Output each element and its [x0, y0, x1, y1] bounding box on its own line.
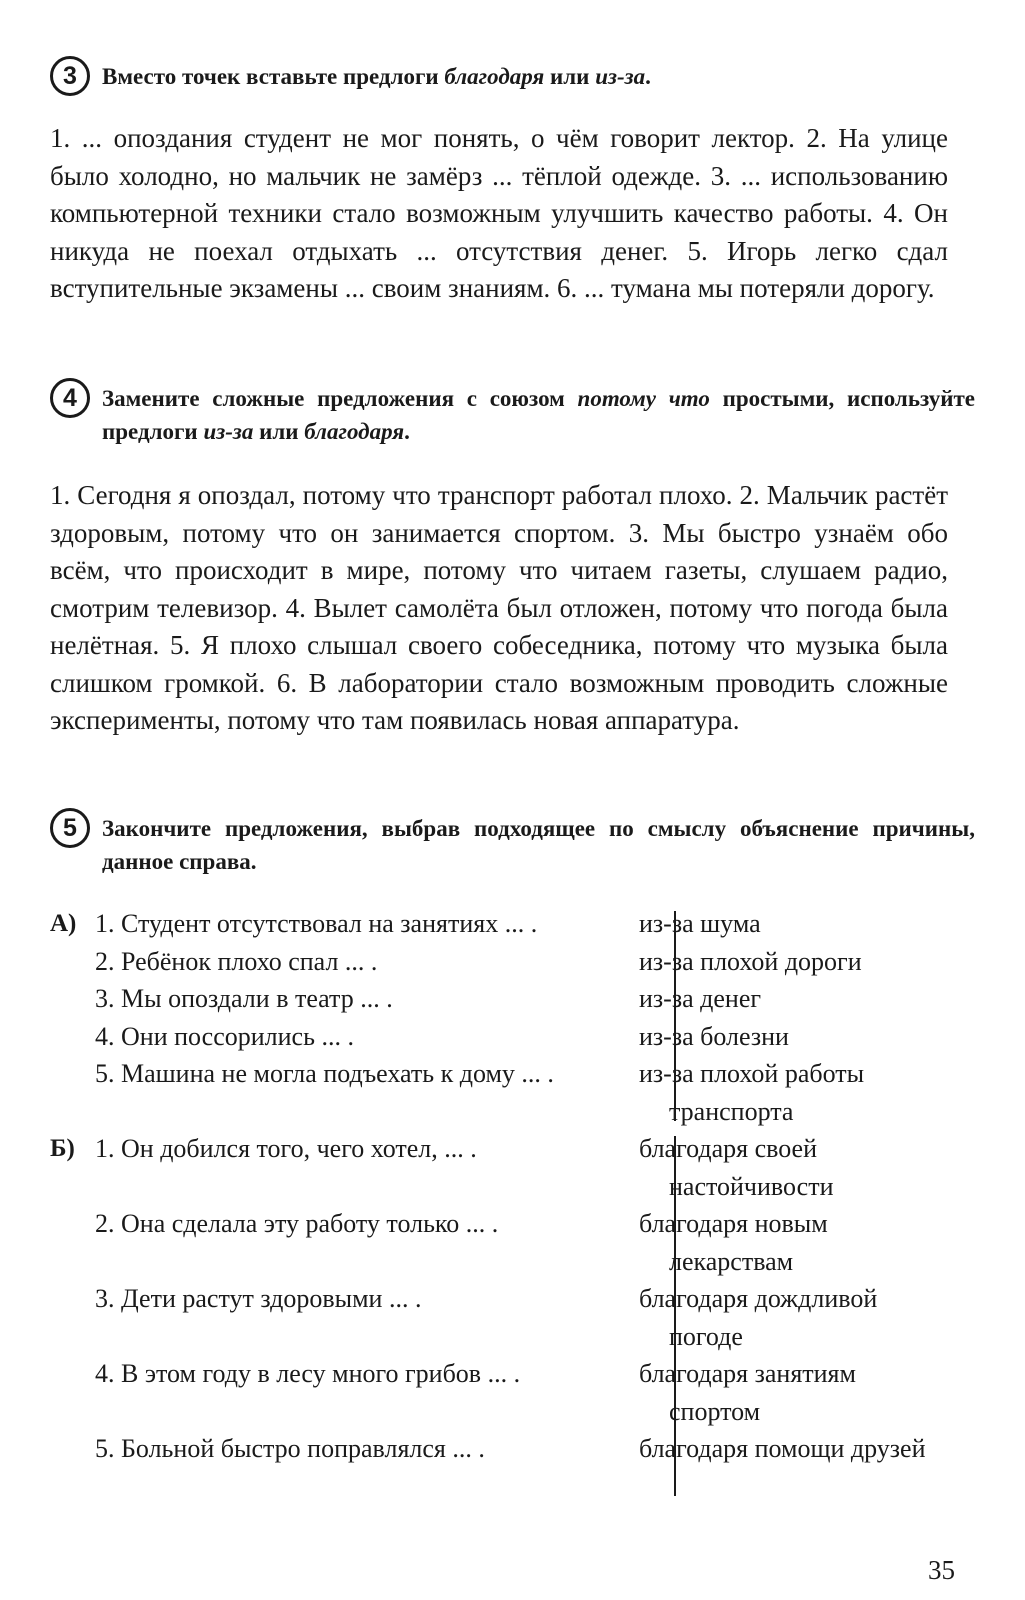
- sentence: 4. Они поссорились ... .: [95, 1021, 354, 1051]
- exercise-5-part-b: [50, 1130, 975, 1468]
- exercise-4-text: 1. Сегодня я опоздал, потому что транспорт работал плохо. 2. Мальчик растёт здоровым, потому что он занимается спортом. 3. Мы быстро узнаём обо всём, что происходит в мире, потому что читаем газеты, слушаем радио, смотрим телевизор. 4. Вылет самолёта был отложен, потому что погода была нелётная. 5. Я плохо слышал своего собеседника, потому что музыка была слишком громкой. 6. В лаборатории стало возможным проводить сложные эксперименты, потому что там появилась новая аппаратура.: [50, 480, 948, 735]
- exercise-4-number-badge: 4: [50, 378, 90, 418]
- cause-option: благодаря занятиям спортом: [639, 1359, 856, 1426]
- cause-option: из-за денег: [639, 984, 762, 1013]
- task-text: Закончите предложения, выбрав подходящее по смыслу объяснение причины, данное справа.: [102, 816, 975, 874]
- task-text: .: [404, 419, 410, 444]
- cause-option: из-за плохой дороги: [639, 946, 862, 976]
- exercise-3-text: 1. ... опоздания студент не мог понять, о чём говорит лектор. 2. На улице было холодно, но мальчик не замёрз ... тёплой одежде. 3. ... использованию компьютерной техники стало возможным улучшить качество работы. 4. Он никуда не поехал отдыхать ... отсутствия денег. 5. Игорь легко сдал вступительные экзамены ... своим знаниям. 6. ... тумана мы потеряли дорогу.: [50, 123, 948, 303]
- sentence: 1. Он добился того, чего хотел, ... .: [95, 1134, 477, 1163]
- cause-option: благодаря помощи друзей: [639, 1434, 926, 1463]
- part-a-row: [50, 980, 975, 1018]
- part-b-row: [50, 1430, 975, 1468]
- part-a-row: [50, 943, 975, 981]
- task-text: или: [544, 64, 596, 89]
- task-text: Замените сложные предложения с союзом: [102, 386, 578, 411]
- part-b-row: [50, 1355, 975, 1430]
- exercise-4-task: [102, 382, 975, 448]
- page-number: 35: [928, 1555, 955, 1585]
- cause-option: из-за плохой работы транспорта: [639, 1059, 865, 1126]
- cause-option: из-за шума: [639, 909, 761, 938]
- sentence: 1. Студент отсутствовал на занятиях ... .: [95, 909, 538, 938]
- exercise-5-number-badge: 5: [50, 808, 90, 848]
- task-text: Вместо точек вставьте предлоги: [102, 64, 445, 89]
- sentence: 3. Дети растут здоровыми ... .: [95, 1284, 422, 1313]
- part-a-row: [50, 905, 975, 943]
- part-a-row: [50, 1055, 975, 1130]
- exercise-5-part-a: [50, 905, 975, 1130]
- exercise-4-header: [50, 382, 975, 448]
- sentence: 2. Она сделала эту работу только ... .: [95, 1209, 499, 1238]
- cause-option: благодаря своей настойчивости: [639, 1134, 834, 1201]
- sentence: 4. В этом году в лесу много грибов ... .: [95, 1359, 521, 1388]
- task-text: простыми, используйте предлоги: [102, 386, 975, 444]
- part-a-row: [50, 1018, 975, 1056]
- sentence: 2. Ребёнок плохо спал ... .: [95, 946, 378, 976]
- part-b-label: Б): [50, 1135, 75, 1162]
- italic-term: благодаря: [444, 64, 545, 89]
- exercise-3-number-badge: 3: [50, 56, 90, 96]
- italic-term: потому что: [577, 386, 710, 411]
- sentence: 5. Больной быстро поправлялся ... .: [95, 1434, 485, 1463]
- task-text: .: [645, 64, 651, 89]
- exercise-3-task: [102, 60, 975, 93]
- cause-option: благодаря дождливой погоде: [639, 1284, 878, 1351]
- cause-option: из-за болезни: [639, 1021, 789, 1051]
- sentence: 3. Мы опоздали в театр ... .: [95, 984, 393, 1013]
- cause-option: благодаря новым лекарствам: [639, 1209, 828, 1276]
- part-b-row: [50, 1280, 975, 1355]
- italic-term: из-за: [203, 419, 254, 444]
- exercise-5-task: [102, 812, 975, 878]
- italic-term: благодаря: [304, 419, 405, 444]
- exercise-5-header: [50, 812, 975, 878]
- exercise-3-header: [50, 60, 975, 96]
- part-a-label: А): [50, 910, 77, 937]
- part-b-row: [50, 1130, 975, 1205]
- italic-term: из-за: [595, 64, 646, 89]
- task-text: или: [253, 419, 305, 444]
- sentence: 5. Машина не могла подъехать к дому ... .: [95, 1059, 554, 1088]
- part-b-row: [50, 1205, 975, 1280]
